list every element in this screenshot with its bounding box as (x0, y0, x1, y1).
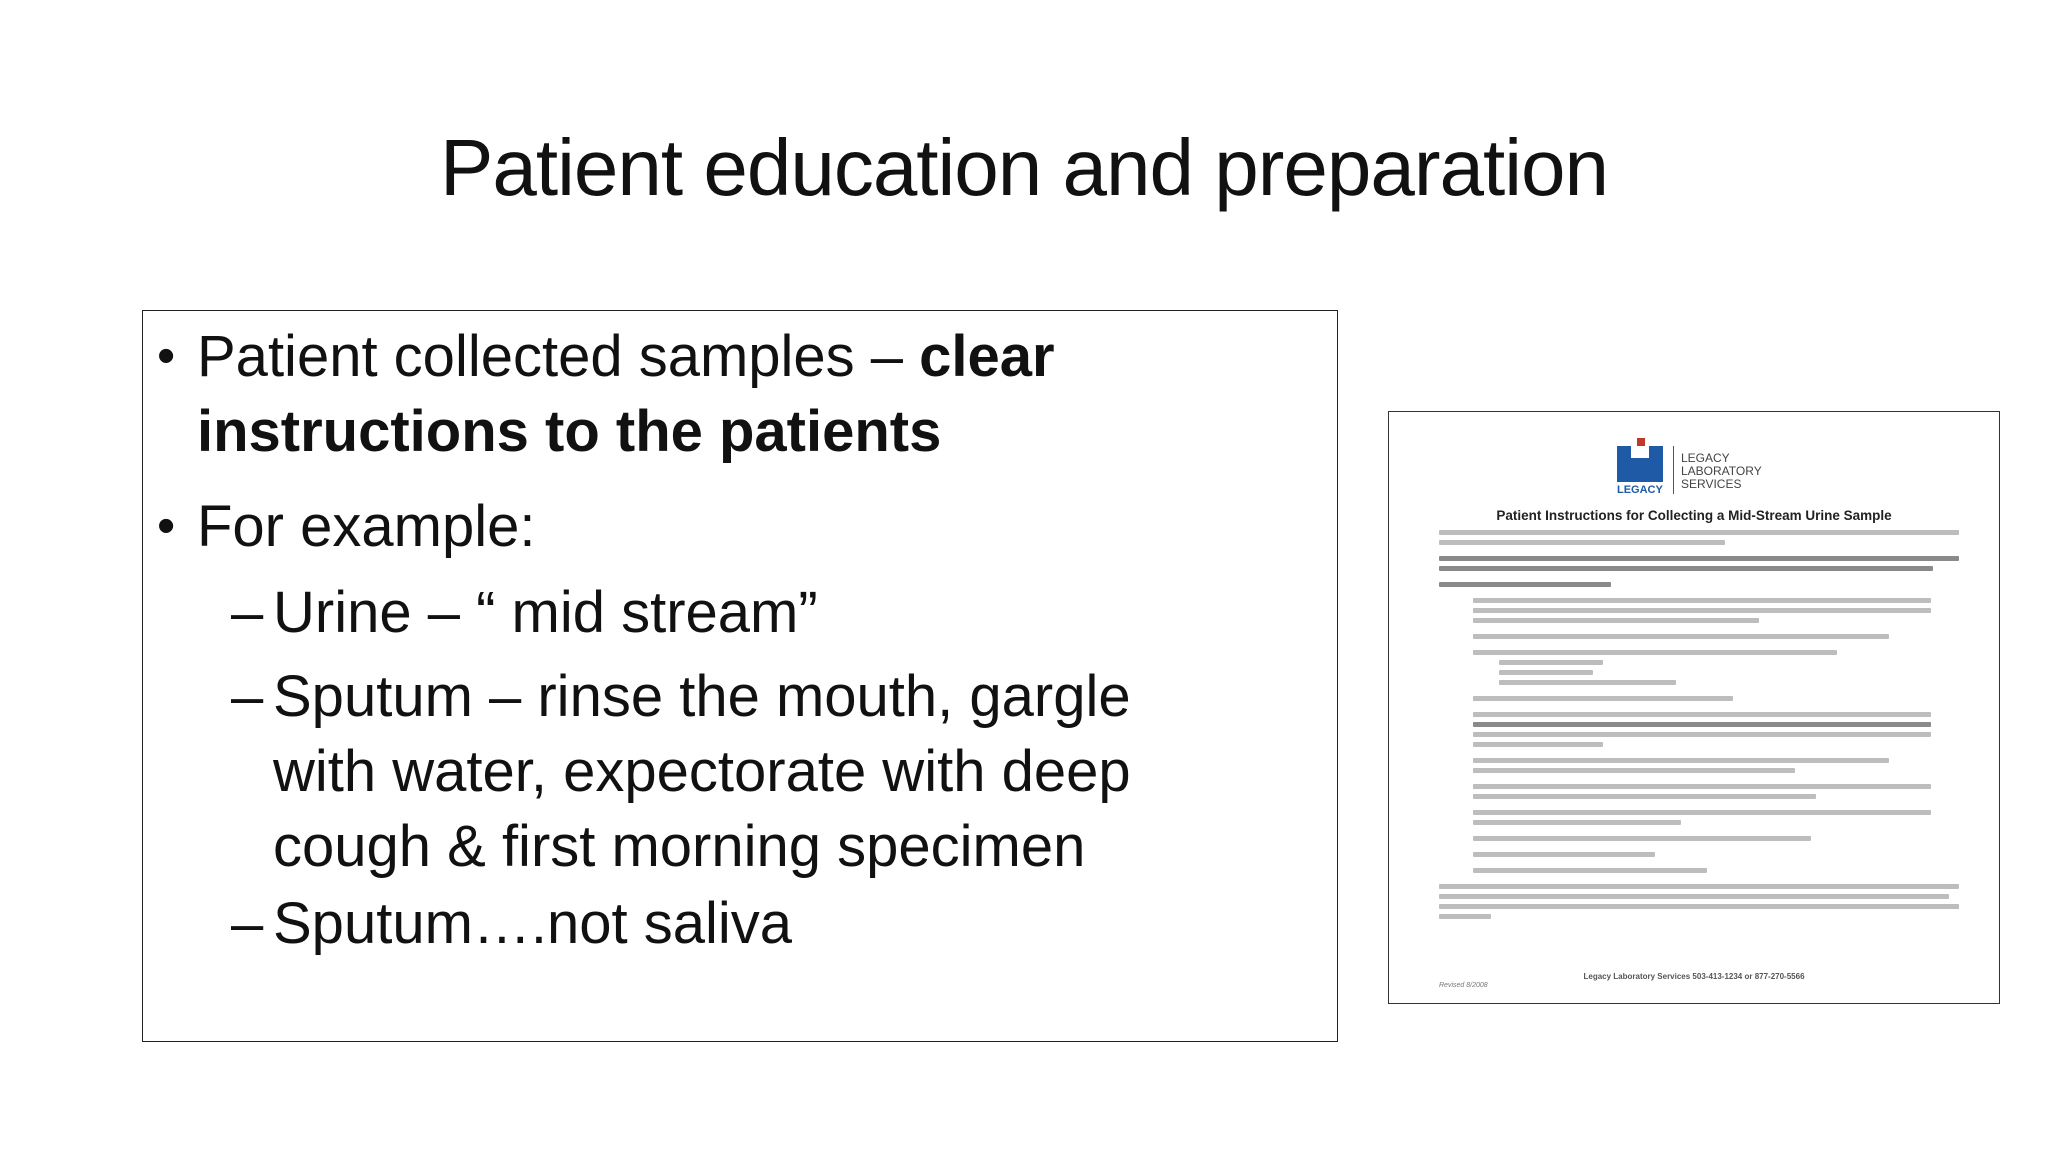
bullet-text: For example: (197, 494, 536, 559)
legacy-logo-icon (1617, 446, 1663, 482)
bullet-marker: • (157, 497, 176, 555)
sub-item-marker: – (231, 580, 264, 645)
document-heading: Patient Instructions for Collecting a Mid-Stream Urine Sample (1496, 508, 1892, 523)
document-footer: Legacy Laboratory Services 503-413-1234 or 877-270-5566 (1583, 972, 1805, 981)
bullet-marker: • (157, 327, 176, 385)
sub-item-marker: – (231, 891, 264, 956)
slide-title: Patient education and preparation (440, 123, 1608, 212)
document-body-text (1439, 530, 1959, 924)
bullet-text: Patient collected samples – (197, 324, 920, 389)
legacy-logo (1617, 442, 1797, 498)
lab-name: LEGACY LABORATORY SERVICES (1681, 451, 1762, 491)
bullet-text-bold-line2: instructions to the patients (197, 399, 942, 464)
sub-item-text-line3: cough & first morning specimen (273, 814, 1086, 879)
sub-item-text-line2: with water, expectorate with deep (273, 739, 1131, 804)
document-revised-date: Revised 8/2008 (1439, 982, 1488, 989)
sub-item-text: Urine – “ mid stream” (273, 580, 818, 645)
sub-item-text-line1: Sputum – rinse the mouth, gargle (273, 664, 1131, 729)
content-box (142, 310, 1338, 1042)
bullet-text-bold: clear (919, 324, 1055, 389)
logo-word: LEGACY (1617, 484, 1663, 496)
urine-instructions-document-image (1388, 411, 2000, 1004)
sub-item-text: Sputum….not saliva (273, 891, 793, 956)
sub-item-marker: – (231, 664, 264, 729)
